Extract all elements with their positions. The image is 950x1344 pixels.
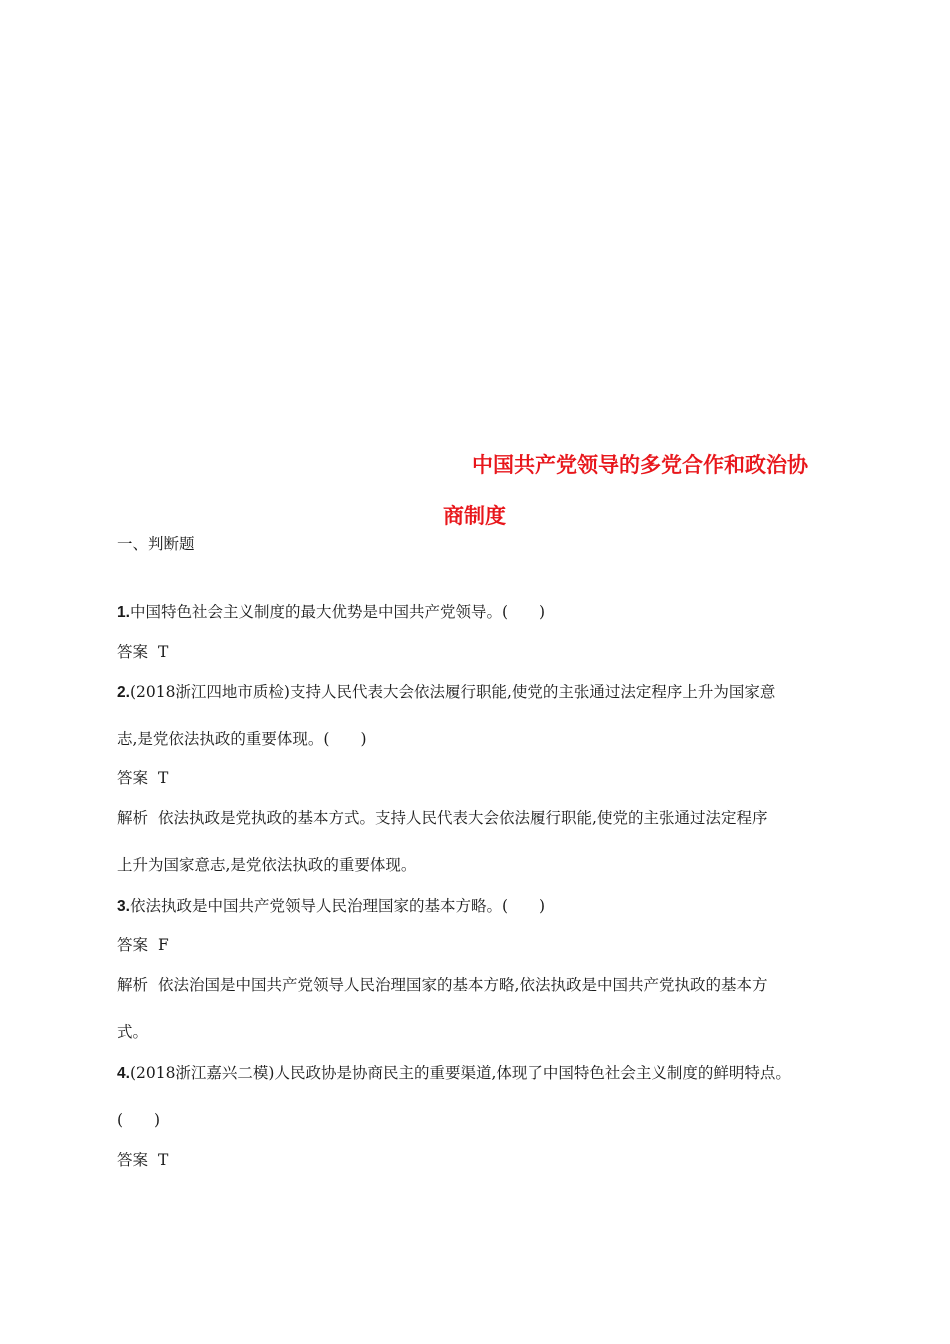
answer-4 bbox=[117, 1150, 168, 1170]
answer-value: T bbox=[158, 643, 169, 661]
question-4 bbox=[117, 1063, 791, 1084]
question-number: 1. bbox=[117, 604, 130, 621]
question-number: 3. bbox=[117, 898, 130, 915]
analysis-text: 依法执政是党执政的基本方式。支持人民代表大会依法履行职能,使党的主张通过法定程序 bbox=[158, 809, 768, 827]
analysis-2-continued: 上升为国家意志,是党依法执政的重要体现。 bbox=[117, 856, 417, 874]
answer-3 bbox=[117, 935, 169, 955]
answer-value: F bbox=[158, 936, 169, 954]
question-1 bbox=[117, 602, 545, 623]
answer-value: T bbox=[158, 1151, 169, 1169]
question-2 bbox=[117, 682, 775, 703]
question-3 bbox=[117, 896, 545, 917]
document-title-line-1: 中国共产党领导的多党合作和政治协 bbox=[472, 453, 808, 477]
question-text: 中国特色社会主义制度的最大优势是中国共产党领导。( ) bbox=[129, 603, 546, 621]
section-heading: 一、判断题 bbox=[117, 535, 195, 553]
question-4-continued: ( ) bbox=[117, 1111, 161, 1129]
answer-label: 答案 bbox=[117, 643, 149, 661]
answer-value: T bbox=[158, 769, 169, 787]
answer-2 bbox=[117, 768, 168, 788]
analysis-2 bbox=[117, 808, 767, 828]
analysis-3 bbox=[117, 975, 767, 995]
question-text: 依法执政是中国共产党领导人民治理国家的基本方略。( ) bbox=[129, 897, 546, 915]
question-number: 4. bbox=[117, 1065, 130, 1082]
answer-label: 答案 bbox=[117, 936, 149, 954]
question-text: (2018浙江四地市质检)支持人民代表大会依法履行职能,使党的主张通过法定程序上升为国家意 bbox=[129, 683, 776, 701]
analysis-label: 解析 bbox=[117, 809, 149, 827]
analysis-text: 依法治国是中国共产党领导人民治理国家的基本方略,依法执政是中国共产党执政的基本方 bbox=[158, 976, 768, 994]
analysis-3-continued: 式。 bbox=[117, 1023, 149, 1041]
question-text: (2018浙江嘉兴二模)人民政协是协商民主的重要渠道,体现了中国特色社会主义制度的鲜明特点。 bbox=[129, 1064, 791, 1082]
answer-label: 答案 bbox=[117, 769, 149, 787]
answer-label: 答案 bbox=[117, 1151, 149, 1169]
answer-1 bbox=[117, 642, 168, 662]
analysis-label: 解析 bbox=[117, 976, 149, 994]
question-number: 2. bbox=[117, 684, 130, 701]
document-title-line-2: 商制度 bbox=[443, 504, 506, 528]
question-2-continued: 志,是党依法执政的重要体现。( ) bbox=[117, 730, 367, 748]
